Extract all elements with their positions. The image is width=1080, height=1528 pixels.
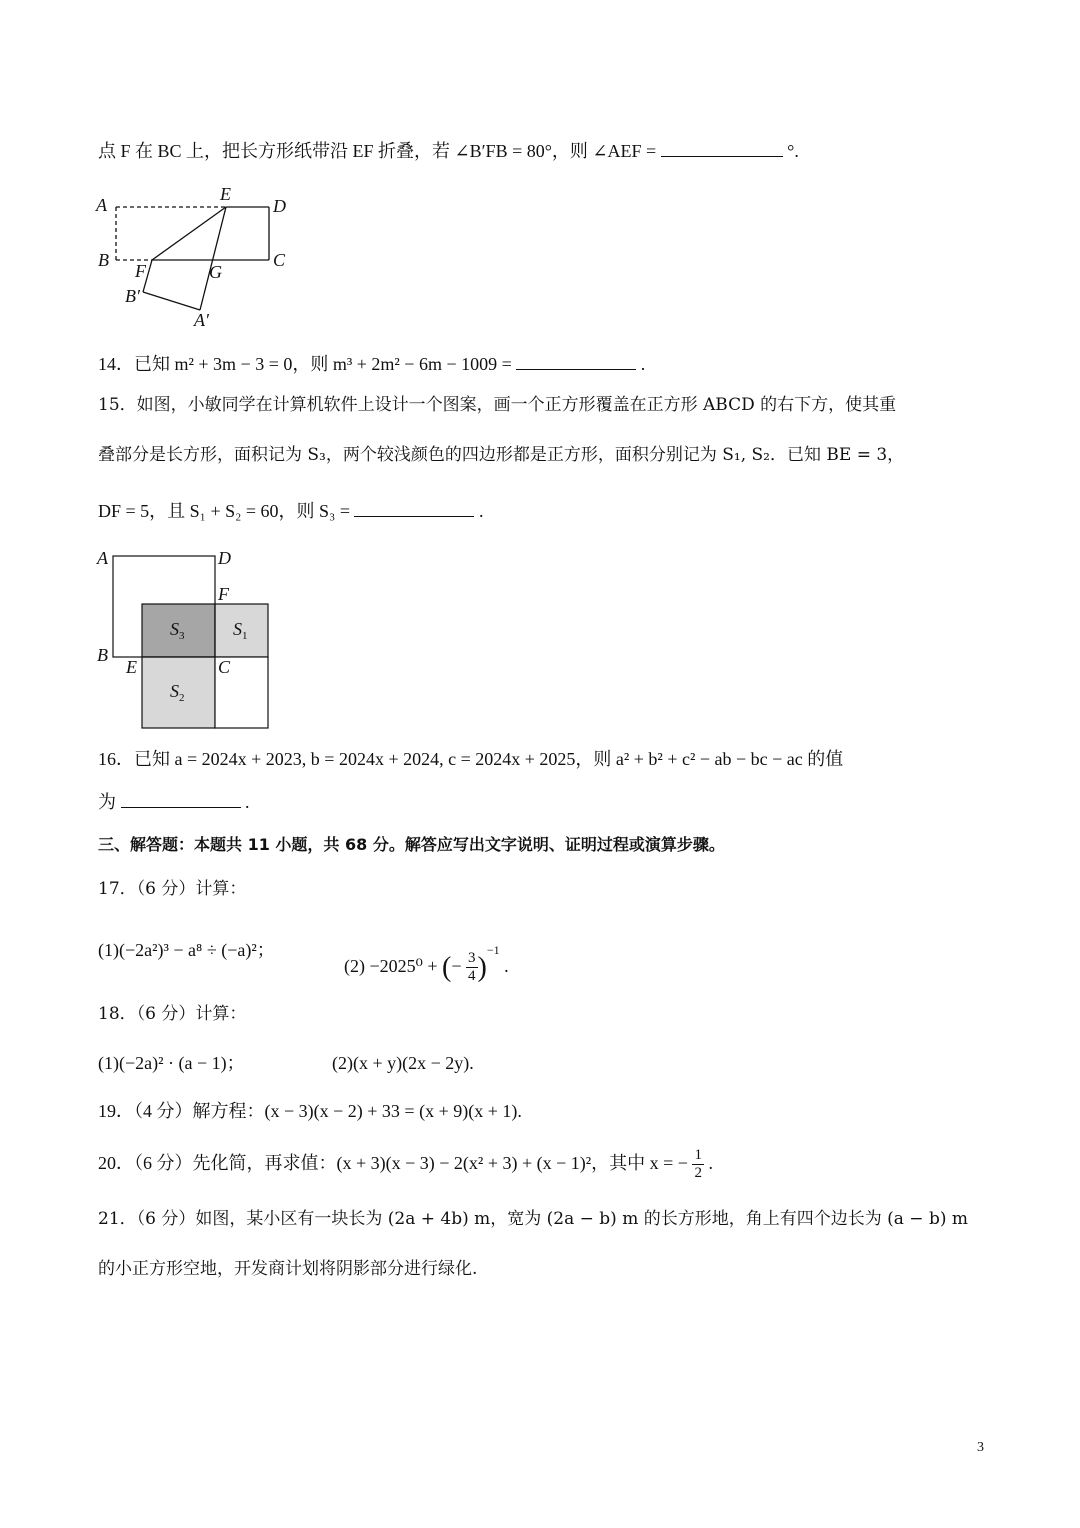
- section-3-heading: 三、解答题：本题共 11 小题，共 68 分。解答应写出文字说明、证明过程或演算步骤。: [98, 835, 725, 854]
- fig13-label-F: F: [135, 261, 146, 281]
- q17-title: 17．（6 分）计算：: [98, 879, 247, 899]
- q15-text: DF = 5，且 S₁ + S₂ = 60，则 S₃ =: [98, 501, 350, 521]
- q14-answer-blank[interactable]: [516, 353, 636, 370]
- q20-fraction-denominator: 2: [694, 1165, 702, 1182]
- fig15-label-A: A: [97, 548, 108, 568]
- q16-text: 为: [98, 792, 116, 812]
- q15-text-end: .: [478, 501, 484, 521]
- q17-minus: −: [451, 956, 462, 976]
- fig15-label-B: B: [97, 645, 108, 665]
- q21-line1: 21．（6 分）如图，某小区有一块长为 (2a + 4b) m，宽为 (2a − b) m 的长方形地，角上有四个边长为 (a − b) m: [98, 1209, 968, 1229]
- fig15-label-E: E: [126, 657, 137, 677]
- q16-line1: 16．已知 a = 2024x + 2023, b = 2024x + 2024, c = 2024x + 2025，则 a² + b² + c² − ab − bc − ac 的值: [98, 749, 844, 769]
- page-number: 3: [977, 1440, 984, 1455]
- q17-paren-close: ): [477, 951, 487, 983]
- fig15-label-S3: $S_3$: [170, 619, 185, 642]
- figure-13-folding: [90, 180, 310, 330]
- fig13-label-E: E: [220, 184, 231, 204]
- q17-part2-text: (2) −2025⁰ +: [344, 956, 438, 976]
- q17-part1: (1)(−2a²)³ − a⁸ ÷ (−a)²；: [98, 940, 275, 960]
- q16-line2: [98, 790, 250, 814]
- q17-fraction-numerator: 3: [468, 950, 476, 967]
- q18-part2: (2)(x + y)(2x − 2y).: [332, 1053, 474, 1073]
- fig13-label-A-prime: A′: [194, 310, 209, 330]
- fig13-label-B-prime: B′: [125, 286, 140, 306]
- q20-line: [98, 1140, 713, 1186]
- fig13-label-C: C: [273, 250, 286, 270]
- q20-text-end: .: [708, 1153, 713, 1173]
- q14-text-end: .: [640, 354, 646, 374]
- fig15-label-F: F: [218, 584, 229, 604]
- q15-answer-blank[interactable]: [354, 500, 474, 517]
- fig13-label-D: D: [273, 196, 286, 216]
- fig15-label-S1: $S_1$: [233, 619, 248, 642]
- fig13-label-G: G: [209, 262, 222, 282]
- q14-line: [98, 352, 645, 376]
- fig15-label-C: C: [218, 657, 231, 677]
- q17-fraction: [466, 950, 478, 985]
- q18-part1: (1)(−2a)² · (a − 1)；: [98, 1053, 245, 1073]
- q16-answer-blank[interactable]: [121, 791, 241, 808]
- q18-title: 18．（6 分）计算：: [98, 1004, 247, 1024]
- q15-line1: 15．如图，小敏同学在计算机软件上设计一个图案，画一个正方形覆盖在正方形 ABCD 的右下方，使其重: [98, 395, 897, 415]
- q15-line2: 叠部分是长方形，面积记为 S₃，两个较浅颜色的四边形都是正方形，面积分别记为 S₁, S₂．已知 BE = 3，: [98, 445, 905, 465]
- figure-15-squares: [90, 540, 290, 735]
- fig13-label-A: A: [96, 195, 107, 215]
- q21-line2: 的小正方形空地，开发商计划将阴影部分进行绿化.: [98, 1259, 478, 1279]
- q19-line: 19．（4 分）解方程：(x − 3)(x − 2) + 33 = (x + 9)(x + 1).: [98, 1101, 522, 1121]
- q17-fraction-denominator: 4: [468, 968, 476, 985]
- q17-exponent: −1: [486, 943, 500, 957]
- q20-text: 20．（6 分）先化简，再求值：(x + 3)(x − 3) − 2(x² + 3) + (x − 1)²，其中 x = −: [98, 1153, 688, 1173]
- q20-fraction-numerator: 1: [694, 1147, 702, 1164]
- q14-text: 14．已知 m² + 3m − 3 = 0，则 m³ + 2m² − 6m − 1009 =: [98, 354, 512, 374]
- fig13-label-B: B: [98, 250, 109, 270]
- q13-answer-blank[interactable]: [661, 140, 783, 157]
- q17-paren-open: (: [442, 951, 452, 983]
- q13-line: [98, 139, 799, 163]
- q13-text: 点 F 在 BC 上，把长方形纸带沿 EF 折叠，若 ∠B′FB = 80°，则 ∠AEF =: [98, 141, 657, 161]
- q15-line3: [98, 499, 483, 523]
- fig15-label-S2: $S_2$: [170, 681, 185, 704]
- q17-part2: [344, 924, 509, 994]
- q20-fraction: [692, 1147, 704, 1182]
- q13-text-end: °.: [787, 141, 799, 161]
- fig15-label-D: D: [218, 548, 231, 568]
- q16-text-end: .: [245, 792, 250, 812]
- q17-part2-end: .: [504, 956, 509, 976]
